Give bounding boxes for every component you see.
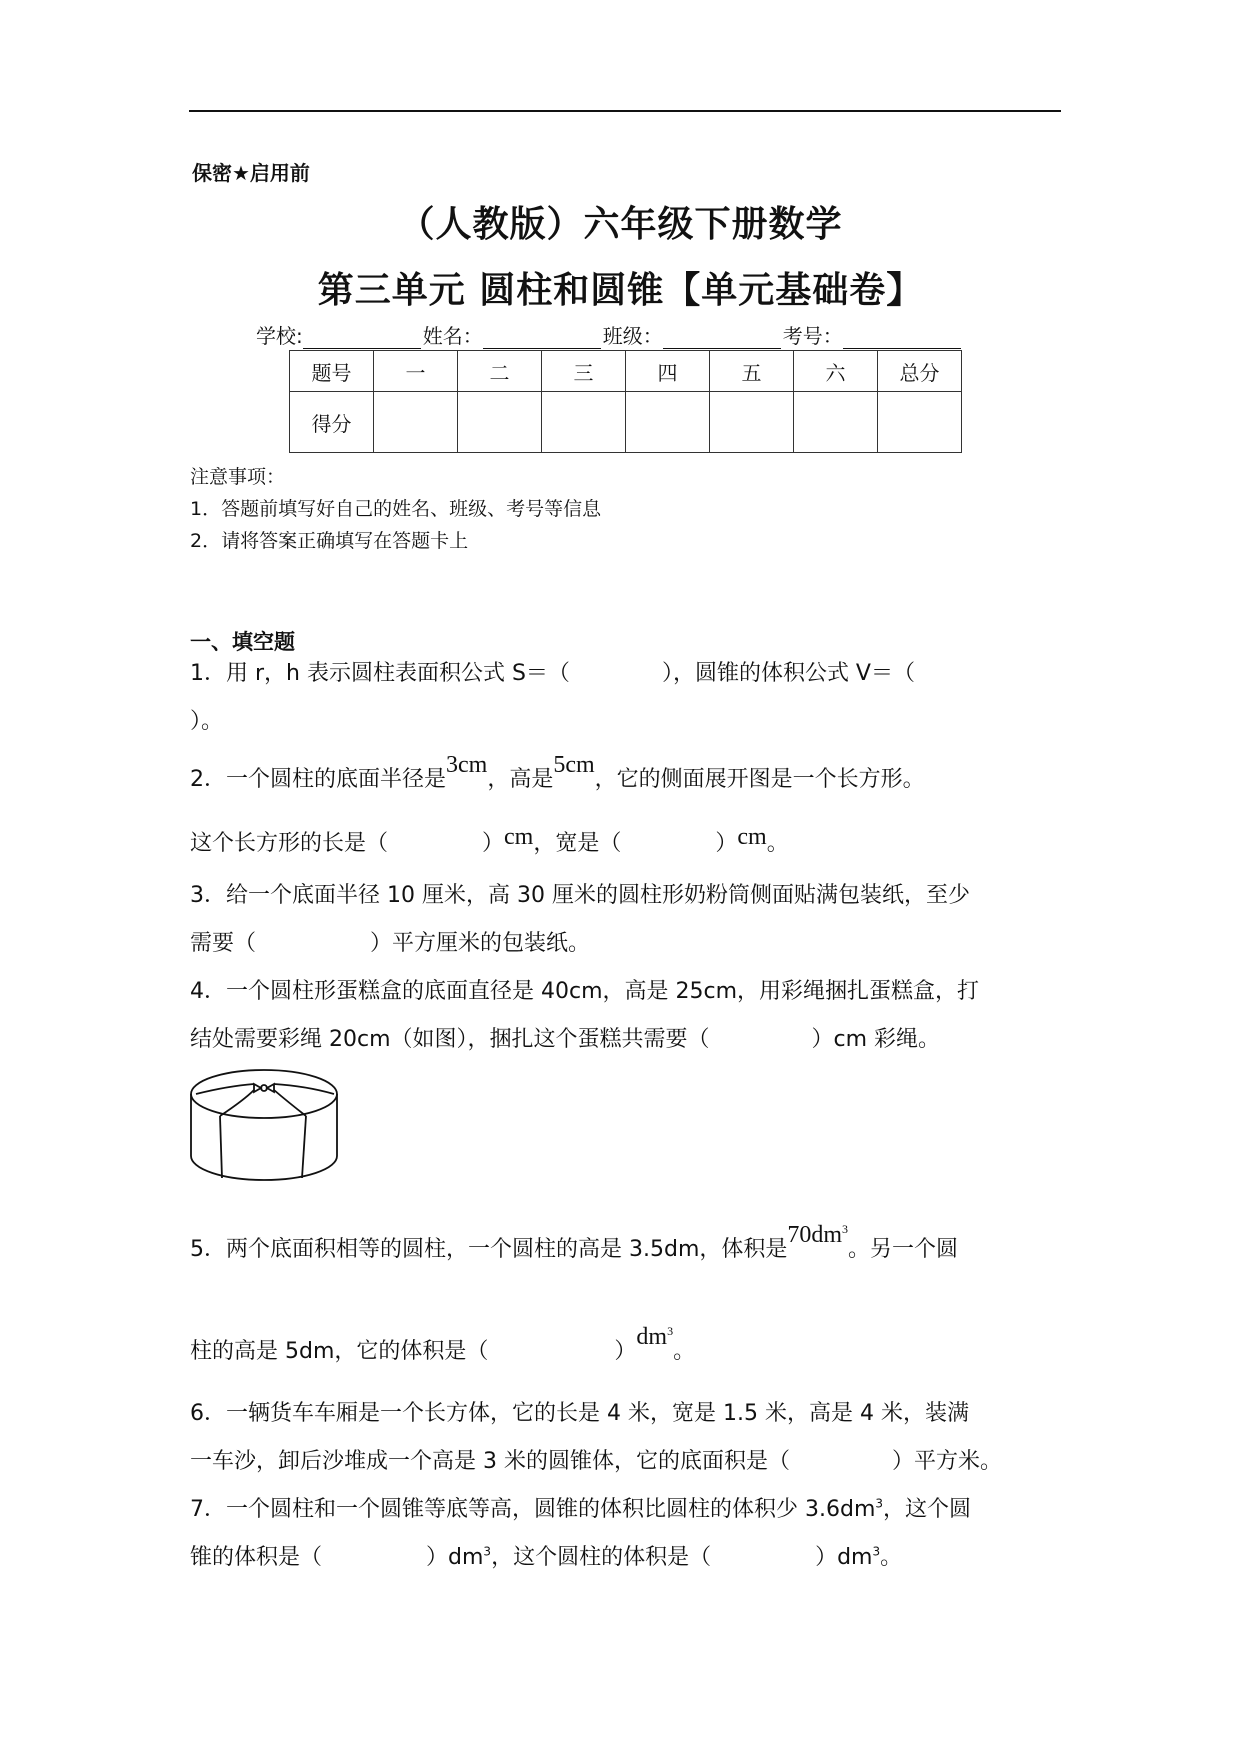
score-table (289, 350, 962, 453)
score-cell[interactable] (374, 392, 458, 453)
q5-text: 。另一个圆 (848, 1237, 959, 1262)
question-3-line2 (190, 926, 590, 957)
school-field[interactable] (303, 330, 421, 349)
q3-text: ）平方厘米的包装纸。 (370, 931, 591, 956)
q7-text: ，这个圆柱的体积是（ (491, 1545, 712, 1570)
q2-text: 这个长方形的长是（ (190, 831, 389, 856)
score-row-label: 得分 (290, 392, 374, 453)
score-cell[interactable] (626, 392, 710, 453)
question-6-line2 (190, 1444, 1002, 1475)
q7-exponent: 3 (872, 1544, 881, 1559)
question-4: 4．一个圆柱形蛋糕盒的底面直径是 40cm，高是 25cm，用彩绳捆扎蛋糕盒，打 (190, 979, 980, 1004)
q5-volume-number: 70dm (787, 1222, 843, 1248)
q1-text: ），圆锥的体积公式 V＝（ (661, 661, 915, 686)
note-item: 1．答题前填写好自己的姓名、班级、考号等信息 (190, 498, 602, 520)
q5-volume-value (787, 1222, 848, 1248)
q2-text: ） (715, 831, 738, 856)
q7-text: ）dm (426, 1545, 484, 1570)
question-5-line2 (190, 1324, 696, 1365)
question-7 (190, 1492, 971, 1523)
q7-text: 7．一个圆柱和一个圆锥等底等高，圆锥的体积比圆柱的体积少 3.6dm (190, 1497, 876, 1522)
number-label: 考号： (782, 324, 843, 348)
score-header-cell: 四 (626, 351, 710, 392)
page-subtitle: 第三单元 圆柱和圆锥【单元基础卷】 (317, 270, 924, 311)
q7-text: 锥的体积是（ (190, 1545, 323, 1570)
note-item: 2．请将答案正确填写在答题卡上 (190, 530, 469, 552)
q7-text: 。 (880, 1545, 903, 1570)
score-cell[interactable] (710, 392, 794, 453)
score-cell[interactable] (794, 392, 878, 453)
q2-height-value: 5cm (553, 752, 595, 778)
question-2 (190, 752, 925, 793)
class-label: 班级： (602, 324, 663, 348)
school-label: 学校: (256, 324, 303, 348)
score-header-row (290, 351, 962, 392)
q2-text: 2．一个圆柱的底面半径是 (190, 767, 446, 792)
name-label: 姓名： (422, 324, 483, 348)
q2-text: 。 (766, 831, 789, 856)
q5-text: 。 (673, 1339, 696, 1364)
q6-text: 一车沙，卸后沙堆成一个高是 3 米的圆锥体，它的底面积是（ (190, 1449, 790, 1474)
student-info-line (256, 320, 963, 349)
score-cell[interactable] (458, 392, 542, 453)
score-row (290, 392, 962, 453)
score-header-cell: 总分 (878, 351, 962, 392)
question-6: 6．一辆货车车厢是一个长方体，它的长是 4 米，宽是 1.5 米，高是 4 米，装满 (190, 1401, 969, 1426)
q3-text: 需要（ (190, 931, 257, 956)
q1-text: 1．用 r，h 表示圆柱表面积公式 S＝（ (190, 661, 570, 686)
q2-radius-value: 3cm (446, 752, 488, 778)
section-title: 一、填空题 (190, 630, 295, 654)
score-header-cell: 三 (542, 351, 626, 392)
question-2-line2 (190, 826, 789, 857)
q7-exponent: 3 (483, 1544, 492, 1559)
q4-text: ）cm 彩绳。 (811, 1027, 941, 1052)
q2-text: ，它的侧面展开图是一个长方形。 (594, 767, 925, 792)
q5-unit (636, 1324, 673, 1350)
confidential-label: 保密★启用前 (192, 161, 310, 185)
score-cell[interactable] (878, 392, 962, 453)
question-3: 3．给一个底面半径 10 厘米，高 30 厘米的圆柱形奶粉筒侧面贴满包装纸，至少 (190, 883, 970, 908)
q2-text: ，宽是（ (533, 831, 622, 856)
q5-unit-text: dm (636, 1324, 668, 1350)
question-1 (190, 656, 915, 687)
q5-volume-exponent: 3 (842, 1222, 849, 1236)
question-5 (190, 1222, 959, 1263)
q5-unit-exponent: 3 (667, 1324, 674, 1338)
q6-text: ）平方米。 (892, 1449, 1003, 1474)
top-rule (189, 110, 1061, 112)
q7-text: ）dm (815, 1545, 873, 1570)
name-field[interactable] (483, 330, 601, 349)
q2-unit: cm (737, 824, 767, 850)
score-header-cell: 题号 (290, 351, 374, 392)
q5-text: 柱的高是 5dm，它的体积是（ (190, 1339, 489, 1364)
score-header-cell: 五 (710, 351, 794, 392)
q1-end: ）。 (190, 709, 224, 734)
q7-exponent: 3 (875, 1496, 884, 1511)
cake-box-illustration (188, 1064, 340, 1184)
q5-text: ） (614, 1339, 637, 1364)
score-header-cell: 六 (794, 351, 878, 392)
q2-text: ，高是 (487, 767, 554, 792)
class-field[interactable] (663, 330, 781, 349)
question-4-line2 (190, 1022, 940, 1053)
question-7-line2 (190, 1540, 902, 1571)
number-field[interactable] (843, 330, 961, 349)
q2-unit: cm (504, 824, 534, 850)
q7-text: ，这个圆 (883, 1497, 972, 1522)
score-header-cell: 二 (458, 351, 542, 392)
score-header-cell: 一 (374, 351, 458, 392)
q5-text: 5．两个底面积相等的圆柱，一个圆柱的高是 3.5dm，体积是 (190, 1237, 788, 1262)
q4-text: 结处需要彩绳 20cm（如图），捆扎这个蛋糕共需要（ (190, 1027, 710, 1052)
page-title: （人教版）六年级下册数学 (398, 204, 843, 245)
q2-text: ） (482, 831, 505, 856)
score-cell[interactable] (542, 392, 626, 453)
notes-title: 注意事项： (190, 466, 286, 488)
